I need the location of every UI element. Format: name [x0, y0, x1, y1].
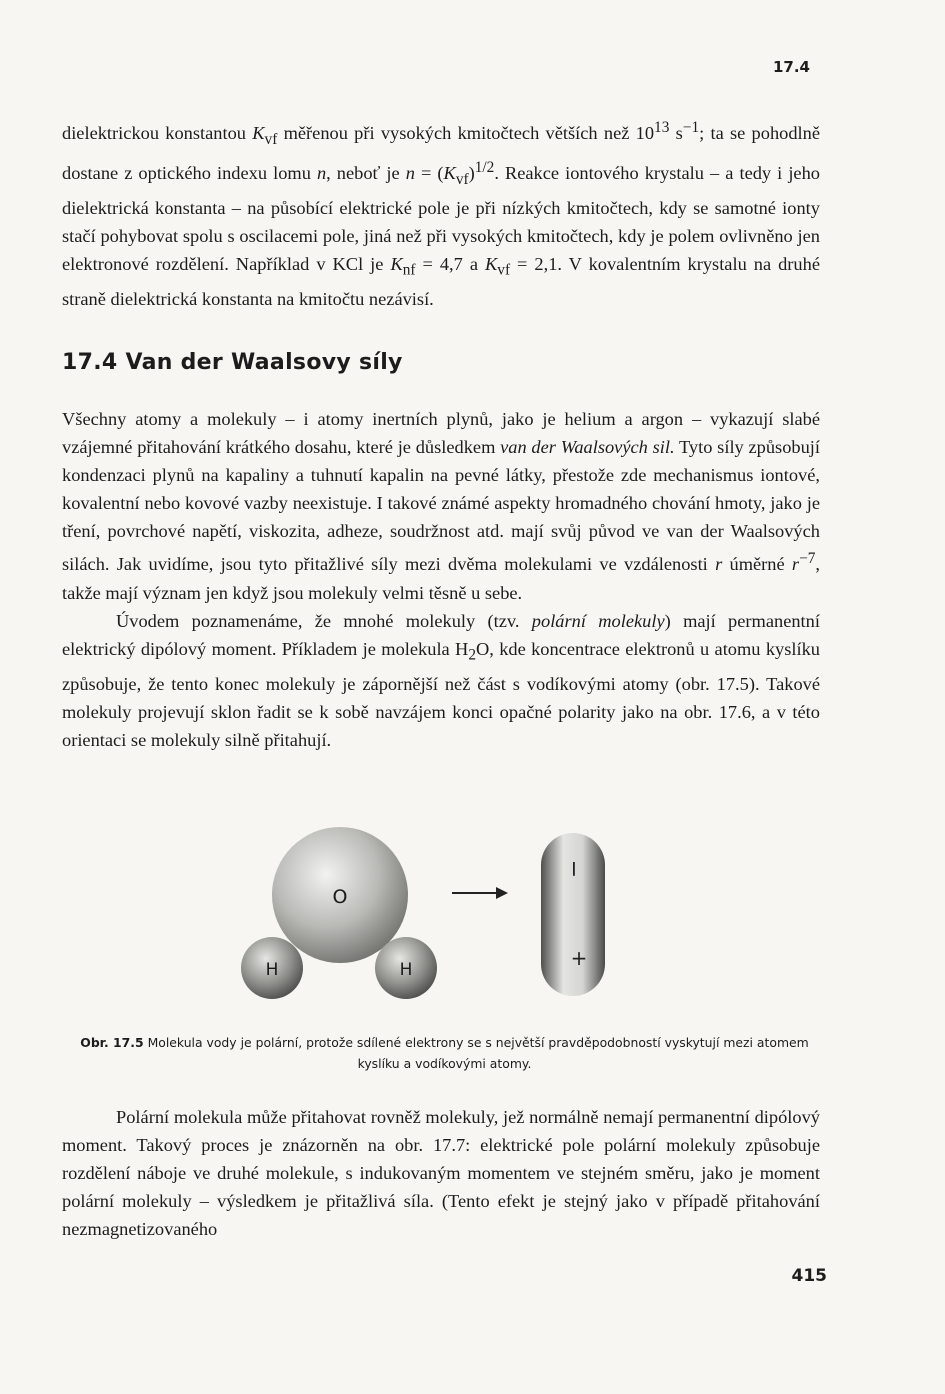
running-head: 17.4 [772, 58, 810, 76]
paragraph: Úvodem poznamenáme, že mnohé molekuly (tzv. polární molekuly) mají permanentní elektrický dipólový moment. Příkladem je molekula $H_2O$, kde koncentrace elektronů u atomu kyslíku způsobuje, že tento konec molekuly je zápornější než část s vodíkovými atomy (obr. 17.5). Takové molekuly projevují sklon řadit se k sobě navzájem konci opačné polarity jako na obr. 17.6, a v této orientaci se molekuly silně přitahují. [62, 610, 820, 750]
caption-text: Molekula vody je polární, protože sdílené elektrony se s největší pravděpodobností vyskytují mezi atomem kyslíku a vodíkovými atomy. [143, 1035, 809, 1071]
figure-illustration [0, 820, 945, 1020]
dipole-capsule [541, 833, 605, 996]
top-paragraph [62, 114, 820, 313]
italic-text: n [405, 163, 415, 184]
bottom-paragraph [62, 1103, 820, 1243]
italic-text: K [485, 253, 498, 274]
plus-sign: + [570, 946, 588, 970]
subscript: vf [497, 261, 511, 279]
superscript: −1 [682, 119, 700, 136]
minus-sign: − [561, 859, 586, 879]
section-body [62, 405, 820, 754]
superscript: 1/2 [474, 158, 495, 176]
oxygen-label: O [332, 886, 348, 908]
arrow-right-icon [452, 887, 508, 899]
italic-text: van der Waalsových sil. [500, 437, 675, 458]
figure-caption [62, 1032, 827, 1074]
subscript: nf [402, 261, 416, 279]
superscript: −7 [799, 550, 816, 568]
italic-text: n [316, 163, 327, 184]
superscript: 13 [654, 119, 670, 136]
subscript: 2 [468, 646, 476, 664]
page-number: 415 [791, 1266, 827, 1286]
paragraph: Všechny atomy a molekuly – i atomy inertních plynů, jako je helium a argon – vykazují slabé vzájemné přitahování krátkého dosahu, které je důsledkem van der Waalsových sil. Tyto síly způsobují kondenzaci plynů na kapaliny a tuhnutí kapalin na pevné látky, přestože zde mechanismus iontové, kovalentní nebo kovové vazby neexistuje. I takové známé aspekty hromadného chování hmoty, jako je tření, povrchové napětí, viskozita, adheze, soudržnost atd. mají svůj původ ve van der Waalsových silách. Jak uvidíme, jsou tyto přitažlivé síly mezi dvěma molekulami ve vzdálenosti r úměrné $r^{-7}$, takže mají význam jen když jsou molekuly velmi těsně u sebe. [62, 409, 821, 603]
paragraph: dielektrickou konstantou $K_{vf}$ měřenou při vysokých kmitočtech větších než $10^{13}$ $s^{-1}$; ta se pohodlně dostane z optického indexu lomu n, neboť je $n = (K_{vf})^{1/2}$. Reakce iontového krystalu – a tedy i jeho dielektrická konstanta – na působící elektrické pole je při nízkých kmitočtech, kdy se samotné ionty stačí pohybovat spolu s oscilacemi pole, jiná než při vysokých kmitočtech, kdy je polem ovlivněno jen elektronové rozdělení. Například v KCl je $K_{nf} = 4,7$ a $K_{vf} = 2,1$. V kovalentním krystalu na druhé straně dielektrická konstanta na kmitočtu nezávisí. [62, 119, 821, 309]
figure-water-molecule [0, 820, 945, 1020]
caption-label: Obr. 17.5 [80, 1035, 144, 1050]
italic-text: polární molekuly [531, 610, 665, 631]
italic-text: K [390, 253, 403, 274]
italic-text: r [791, 554, 800, 575]
section-heading: 17.4 Van der Waalsovy síly [62, 350, 403, 375]
subscript: vf [264, 130, 278, 148]
subscript: vf [455, 170, 469, 188]
hydrogen-label-left: H [265, 960, 279, 980]
italic-text: r [715, 554, 723, 575]
paragraph: Polární molekula může přitahovat rovněž molekuly, jež normálně nemají permanentní dipólový moment. Takový proces je znázorněn na obr. 17.7: elektrické pole polární molekuly způsobuje rozdělení náboje ve druhé molekule, s indukovaným momentem ve stejném směru, jako je moment polární molekuly – výsledkem je přitažlivá síla. (Tento efekt je stejný jako v případě přitahování nezmagnetizovaného [62, 1107, 820, 1240]
hydrogen-label-right: H [399, 960, 413, 980]
italic-text: K [443, 163, 456, 184]
italic-text: K [252, 123, 265, 144]
